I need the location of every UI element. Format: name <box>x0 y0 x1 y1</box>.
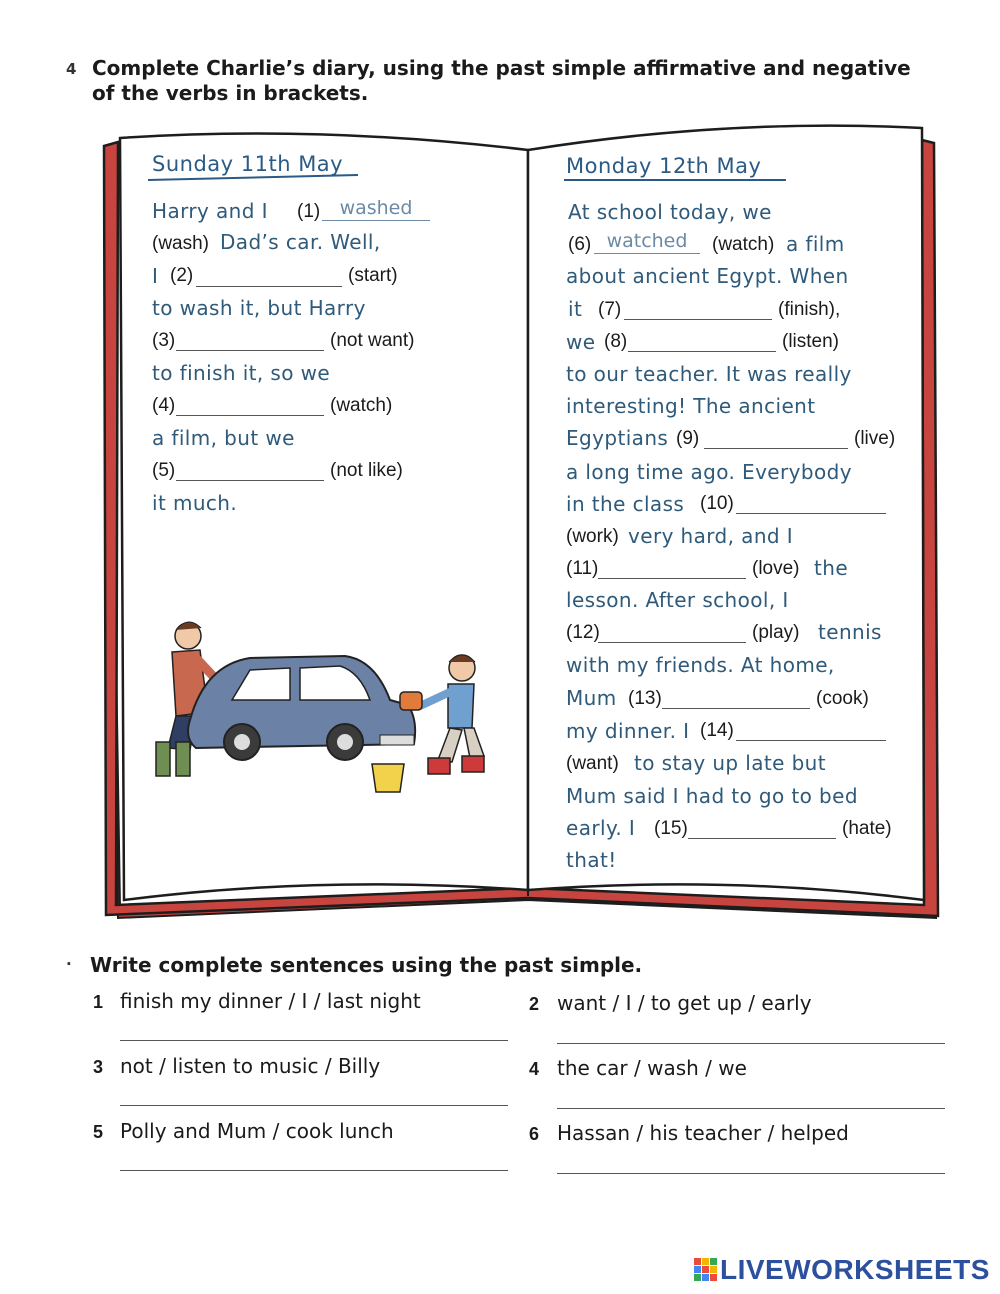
item-prompt: the car / wash / we <box>557 1056 747 1080</box>
left-line10-text: it much. <box>152 491 238 515</box>
right-gap-12-number: (12) <box>566 622 600 643</box>
answer-8-input[interactable] <box>628 327 776 352</box>
item-number: 4 <box>529 1059 540 1079</box>
answer-7-input[interactable] <box>624 295 772 320</box>
answer-5-input[interactable] <box>176 456 324 481</box>
item-number: 5 <box>93 1122 104 1142</box>
right-line11-text: very hard, and I <box>628 524 794 548</box>
right-gap-6-number: (6) <box>568 234 592 255</box>
right-verb-cook: (cook) <box>816 688 869 709</box>
item-prompt: Polly and Mum / cook lunch <box>120 1119 394 1143</box>
item-number: 1 <box>93 992 104 1012</box>
right-line5-text: we <box>566 330 596 354</box>
right-verb-watch: (watch) <box>712 234 775 255</box>
right-line14-text: tennis <box>818 620 882 644</box>
answer-3-input[interactable] <box>176 326 324 351</box>
right-verb-love: (love) <box>752 558 800 579</box>
item-prompt: Hassan / his teacher / helped <box>557 1121 849 1145</box>
left-line6-text: to finish it, so we <box>152 361 331 385</box>
right-gap-8-number: (8) <box>604 331 628 352</box>
left-verb-wash: (wash) <box>152 233 210 254</box>
answer-14-input[interactable] <box>736 716 886 741</box>
item-prompt: finish my dinner / I / last night <box>120 989 421 1013</box>
right-line17-text: my dinner. I <box>566 719 690 743</box>
right-verb-listen: (listen) <box>782 331 840 352</box>
right-gap-9-number: (9) <box>676 428 700 449</box>
item-number: 3 <box>93 1057 104 1077</box>
right-line19-text: Mum said I had to go to bed <box>566 784 858 808</box>
left-line3-text: I <box>152 264 159 288</box>
answer-4-input[interactable] <box>176 391 324 416</box>
sentence-5-input[interactable] <box>120 1146 508 1171</box>
right-line2-text: a film <box>786 232 845 256</box>
right-line7-text: interesting! The ancient <box>566 394 816 418</box>
left-gap-5-number: (5) <box>152 460 176 481</box>
exercise-4-title-line1: Complete Charlie’s diary, using the past simple affirmative and negative <box>92 56 911 80</box>
right-gap-14-number: (14) <box>700 720 734 741</box>
sentence-1-input[interactable] <box>120 1016 508 1041</box>
right-line20-text: early. I <box>566 816 636 840</box>
left-line2-text: Dad’s car. Well, <box>220 230 381 254</box>
right-verb-work: (work) <box>566 526 619 547</box>
right-line1-text: At school today, we <box>568 200 772 224</box>
liveworksheets-logo-text: LIVEWORKSHEETS <box>720 1254 990 1285</box>
right-verb-live: (live) <box>854 428 896 449</box>
item-number: 2 <box>529 994 540 1014</box>
answer-10-input[interactable] <box>736 489 886 514</box>
bucket <box>372 764 404 792</box>
right-verb-play: (play) <box>752 622 800 643</box>
right-line6-text: to our teacher. It was really <box>566 362 852 386</box>
item-prompt: not / listen to music / Billy <box>120 1054 381 1078</box>
answer-11-input[interactable] <box>598 554 746 579</box>
answer-1-input[interactable] <box>322 196 430 221</box>
answer-13-input[interactable] <box>662 684 810 709</box>
answer-12-input[interactable] <box>598 618 746 643</box>
right-line18-text: to stay up late but <box>634 751 827 775</box>
item-prompt: want / I / to get up / early <box>557 991 812 1015</box>
right-gap-13-number: (13) <box>628 688 662 709</box>
sentence-6-input[interactable] <box>557 1149 945 1174</box>
right-line13-text: lesson. After school, I <box>566 588 789 612</box>
sentence-3-input[interactable] <box>120 1081 508 1106</box>
right-page-heading: Monday 12th May <box>566 154 762 178</box>
right-line12-text: the <box>814 556 849 580</box>
right-line15-text: with my friends. At home, <box>566 653 835 677</box>
left-verb-watch: (watch) <box>330 395 393 416</box>
liveworksheets-logo-icon <box>694 1258 718 1282</box>
sentence-2-input[interactable] <box>557 1019 945 1044</box>
right-gap-11-number: (11) <box>566 558 599 579</box>
left-line8-text: a film, but we <box>152 426 295 450</box>
answer-15-input[interactable] <box>688 814 836 839</box>
left-gap-2-number: (2) <box>170 265 194 286</box>
liveworksheets-logo[interactable] <box>694 1255 990 1285</box>
exercise-5-title: Write complete sentences using the past simple. <box>90 953 643 977</box>
right-gap-7-number: (7) <box>598 299 622 320</box>
exercise-4-number: 4 <box>66 60 77 78</box>
answer-9-input[interactable] <box>704 424 848 449</box>
left-verb-not-like: (not like) <box>330 460 403 481</box>
right-line8-text: Egyptians <box>566 426 669 450</box>
right-line16-text: Mum <box>566 686 617 710</box>
answer-6-input[interactable] <box>594 229 700 254</box>
sentence-4-input[interactable] <box>557 1084 945 1109</box>
right-line9-text: a long time ago. Everybody <box>566 460 852 484</box>
right-line10-text: in the class <box>566 492 685 516</box>
right-verb-finish: (finish), <box>778 299 841 320</box>
left-gap-3-number: (3) <box>152 330 176 351</box>
answer-2-input[interactable] <box>196 262 342 287</box>
right-verb-want: (want) <box>566 753 619 774</box>
right-line21-text: that! <box>566 848 617 872</box>
left-verb-not-want: (not want) <box>330 330 415 351</box>
item-number: 6 <box>529 1124 540 1144</box>
right-gap-15-number: (15) <box>654 818 688 839</box>
left-line1-text: Harry and I <box>152 199 268 223</box>
right-gap-10-number: (10) <box>700 493 734 514</box>
exercise-4-title-line2: of the verbs in brackets. <box>92 81 369 105</box>
exercise-5-marker: · <box>66 955 72 973</box>
left-line4-text: to wash it, but Harry <box>152 296 366 320</box>
right-line3-text: about ancient Egypt. When <box>566 264 849 288</box>
left-page-heading: Sunday 11th May <box>152 152 344 176</box>
right-verb-hate: (hate) <box>842 818 892 839</box>
right-line4-text: it <box>568 297 583 321</box>
left-verb-start: (start) <box>348 265 398 286</box>
left-gap-1-number: (1) <box>297 201 321 222</box>
left-gap-4-number: (4) <box>152 395 176 416</box>
